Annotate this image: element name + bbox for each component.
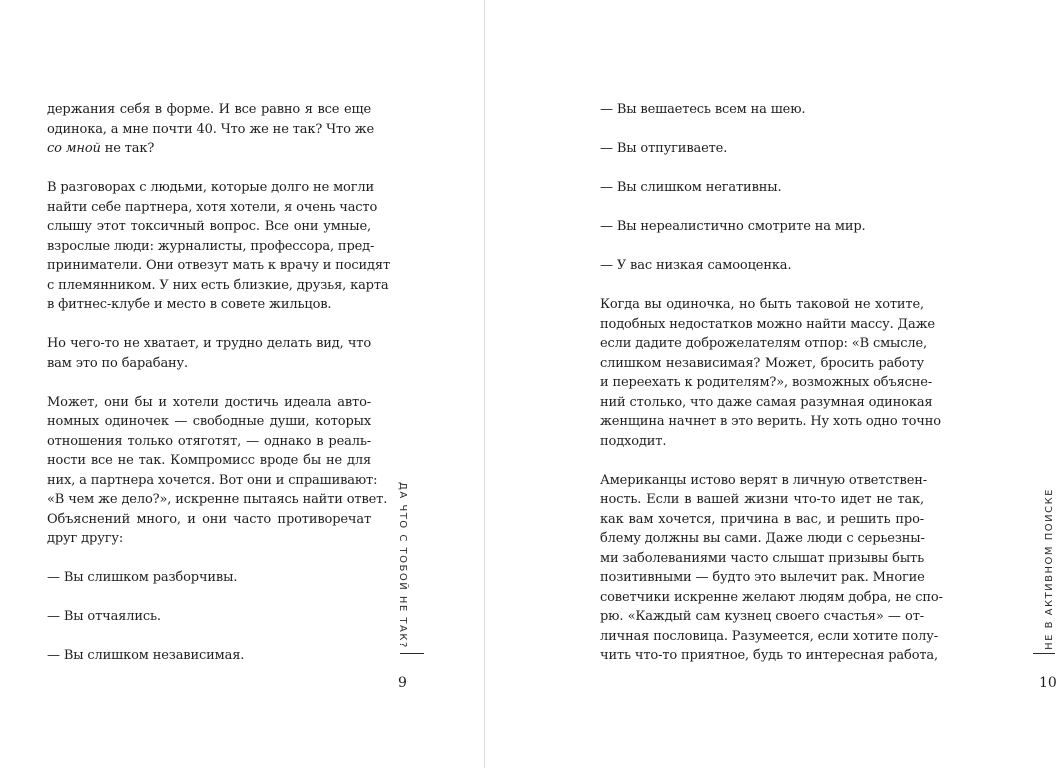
right-page [485, 0, 1057, 768]
text-after-italic: не так? [100, 141, 155, 156]
left-page [0, 0, 484, 768]
right-running-head-rule [1033, 653, 1055, 654]
text-line: — Вы слишком негативны. [600, 180, 782, 195]
text-line: слышу этот токсичный вопрос. Все они умные, [47, 219, 371, 234]
text-line: — Вы слишком разборчивы. [47, 570, 238, 585]
text-line: чить что-то приятное, будь то интересная работа, [600, 648, 939, 663]
text-line: ность. Если в вашей жизни что-то идет не так, [600, 492, 924, 507]
text-line: подходит. [600, 433, 667, 449]
text-line: Американцы истово верят в личную ответствен- [600, 472, 928, 488]
text-line: Но чего-то не хватает, и трудно делать вид, что [47, 336, 371, 351]
text-line: них, а партнера хочется. Вот они и спрашивают: [47, 472, 378, 488]
text-line: держания себя в форме. И все равно я все еще [47, 102, 371, 117]
text-line: личная пословица. Разумеется, если хотите полу- [600, 628, 938, 644]
text-line: номных одиночек — свободные души, которых [47, 414, 371, 429]
text-line: рю. «Каждый сам кузнец своего счастья» — от- [600, 609, 924, 624]
text-line: отношения только отяготят, — однако в реаль- [47, 433, 371, 449]
text-line: если дадите доброжелателям отпор: «В смысле, [600, 336, 928, 351]
text-line: вам это по барабану. [47, 355, 189, 371]
text-line: — Вы нереалистично смотрите на мир. [600, 219, 866, 234]
text-line: Может, они бы и хотели достичь идеала авто- [47, 394, 371, 410]
text-line: Когда вы одиночка, но быть таковой не хотите, [600, 297, 924, 312]
text-line: и переехать к родителям?», возможных объясне- [600, 375, 933, 390]
text-line: взрослые люди: журналисты, профессора, пред- [47, 238, 375, 254]
italic-emphasis: со мной [47, 141, 101, 156]
text-line: советчики искренне желают людям добра, не спо- [600, 589, 943, 605]
left-running-head-rule [400, 653, 424, 654]
text-line: друг другу: [47, 531, 124, 546]
text-line: — У вас низкая самооценка. [600, 258, 792, 273]
text-line: приниматели. Они отвезут мать к врачу и посидят [47, 258, 390, 273]
text-line: с племянником. У них есть близкие, друзья, карта [47, 277, 389, 293]
text-line: блему должны вы сами. Даже люди с серьезны- [600, 531, 925, 546]
text-line: Объяснений много, и они часто противоречат [47, 511, 371, 527]
right-page-number: 10 [1039, 675, 1057, 691]
text-line: — Вы отчаялись. [47, 609, 161, 624]
left-page-number: 9 [398, 675, 407, 691]
text-line: подобных недостатков можно найти массу. Даже [600, 316, 935, 332]
right-running-head: НЕ В АКТИВНОМ ПОИСКЕ [1044, 488, 1055, 650]
text-line: — Вы отпугиваете. [600, 141, 728, 156]
text-line [47, 139, 154, 159]
text-line: одинока, а мне почти 40. Что же не так? Что же [47, 121, 375, 137]
text-line: — Вы вешаетесь всем на шею. [600, 102, 806, 117]
left-running-head: ДА ЧТО С ТОБОЙ НЕ ТАК? [397, 482, 408, 649]
text-line: «В чем же дело?», искренне пытаясь найти ответ. [47, 492, 388, 507]
text-line: позитивными — будто это вылечит рак. Многие [600, 570, 925, 585]
text-line: В разговорах с людьми, которые долго не могли [47, 180, 375, 195]
text-line: в фитнес-клубе и место в совете жильцов. [47, 297, 332, 312]
text-line: ми заболеваниями часто слышат призывы быть [600, 550, 924, 566]
text-line: ний столько, что даже самая разумная одинокая [600, 394, 933, 410]
text-line: найти себе партнера, хотя хотели, я очень часто [47, 199, 378, 215]
text-line: слишком независимая? Может, бросить работу [600, 355, 924, 371]
text-line: как вам хочется, причина в вас, и решить про- [600, 511, 924, 527]
text-line: ности все не так. Компромисс вроде бы не для [47, 453, 371, 468]
text-line: женщина начнет в это верить. Ну хоть одно точно [600, 414, 941, 429]
text-line: — Вы слишком независимая. [47, 648, 245, 663]
